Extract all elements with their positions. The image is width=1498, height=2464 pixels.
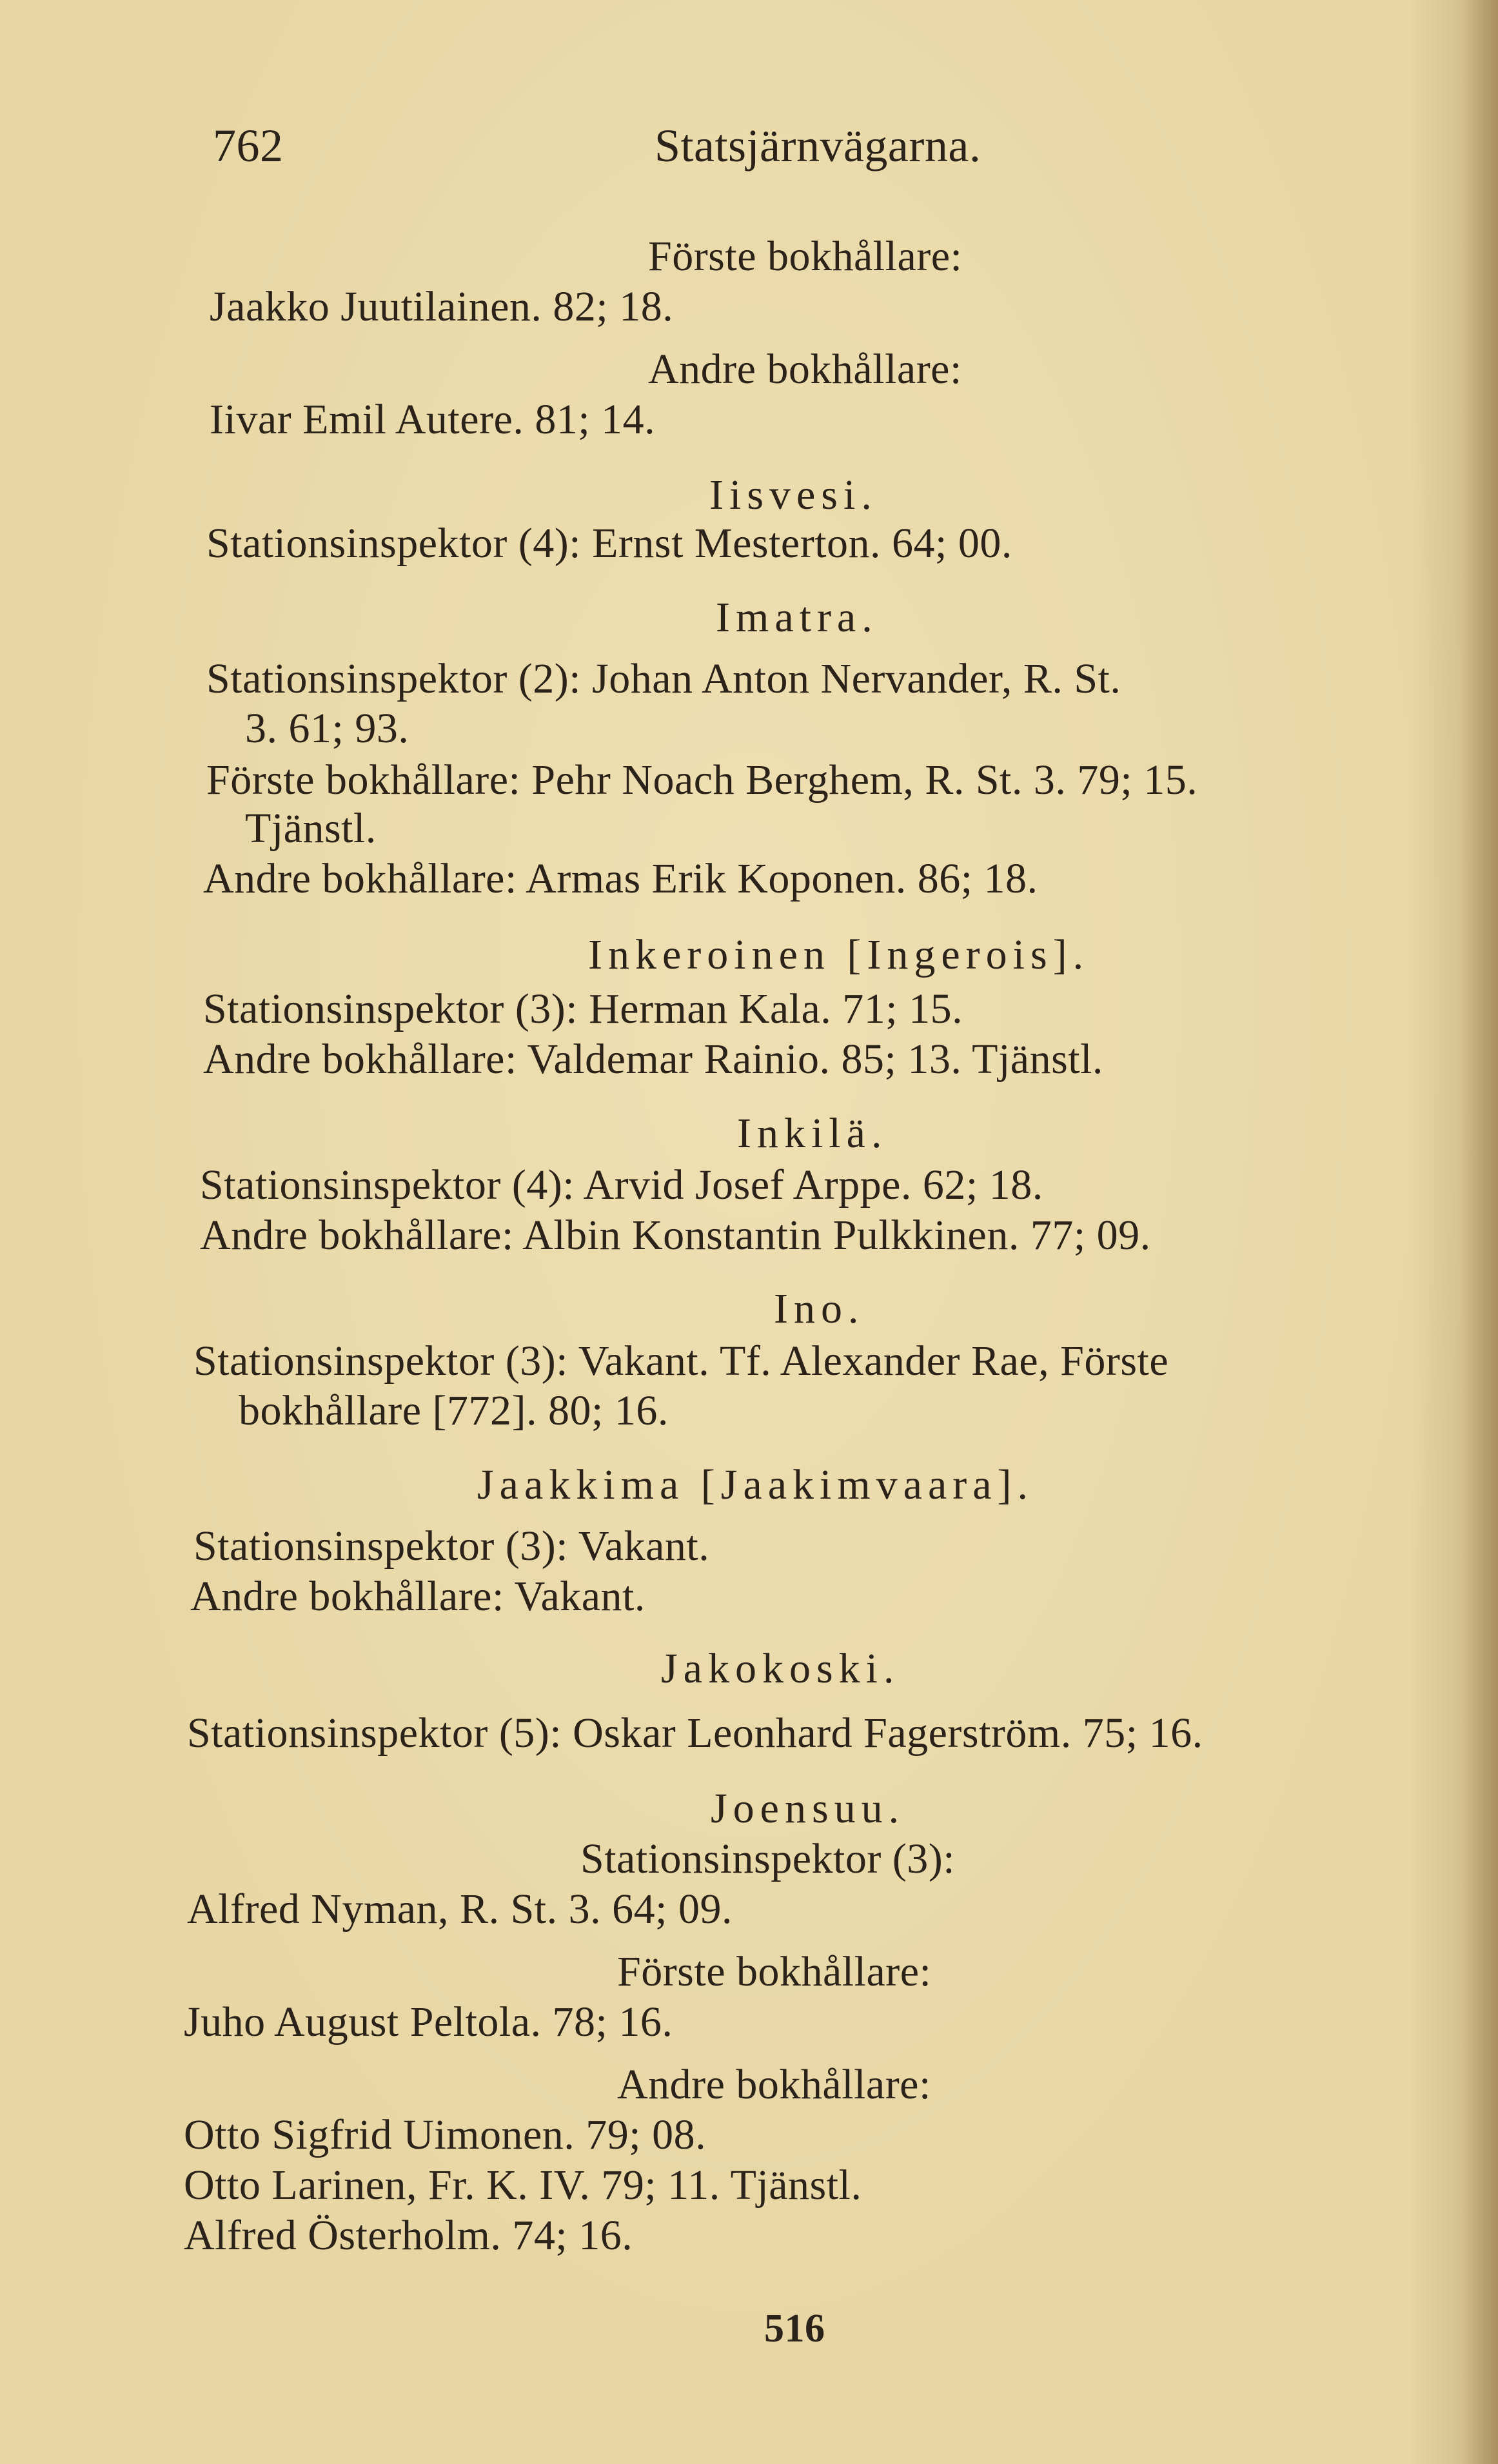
page-edge-shadow [1459, 0, 1498, 2464]
station-heading: Inkeroinen [Ingerois]. [588, 931, 1090, 978]
entry-line: Otto Larinen, Fr. K. IV. 79; 11. Tjänstl. [184, 2162, 862, 2209]
entry-line: Otto Sigfrid Uimonen. 79; 08. [184, 2111, 707, 2158]
entry-continuation: bokhållare [772]. 80; 16. [239, 1387, 669, 1434]
entry-line: Alfred Nyman, R. St. 3. 64; 09. [187, 1886, 733, 1933]
entry-line: Iivar Emil Autere. 81; 14. [210, 396, 656, 443]
station-heading: Joensuu. [711, 1785, 905, 1832]
entry-line: Stationsinspektor (3): Herman Kala. 71; 15. [203, 985, 963, 1032]
station-heading: Inkilä. [737, 1110, 888, 1157]
entry-line: Alfred Österholm. 74; 16. [184, 2212, 633, 2259]
station-heading: Jakokoski. [661, 1645, 900, 1692]
running-title: Statsjärnvägarna. [655, 120, 981, 172]
station-heading: Imatra. [716, 594, 878, 641]
role-heading: Förste bokhållare: [648, 233, 963, 280]
entry-line: Stationsinspektor (5): Oskar Leonhard Fagerström. 75; 16. [187, 1710, 1203, 1757]
entry-line: Stationsinspektor (3): Vakant. Tf. Alexander Rae, Förste [193, 1337, 1169, 1385]
entry-continuation: 3. 61; 93. [245, 705, 409, 752]
role-heading: Stationsinspektor (3): [580, 1835, 956, 1882]
station-heading: Ino. [774, 1285, 865, 1332]
page-number: 762 [213, 120, 284, 172]
entry-line: Stationsinspektor (4): Ernst Mesterton. 64; 00. [206, 520, 1012, 567]
entry-line: Juho August Peltola. 78; 16. [184, 1998, 673, 2045]
entry-line: Stationsinspektor (3): Vakant. [193, 1523, 710, 1570]
entry-line: Jaakko Juutilainen. 82; 18. [210, 283, 674, 330]
entry-line: Andre bokhållare: Valdemar Rainio. 85; 13. Tjänstl. [203, 1036, 1103, 1083]
role-heading: Andre bokhållare: [648, 346, 962, 393]
role-heading: Förste bokhållare: [617, 1948, 932, 1995]
entry-line: Andre bokhållare: Vakant. [190, 1573, 646, 1620]
entry-line: Stationsinspektor (2): Johan Anton Nervander, R. St. [206, 655, 1121, 702]
role-heading: Andre bokhållare: [617, 2061, 931, 2108]
entry-line: Förste bokhållare: Pehr Noach Berghem, R. St. 3. 79; 15. [206, 756, 1198, 803]
entry-line: Stationsinspektor (4): Arvid Josef Arppe. 62; 18. [200, 1161, 1043, 1208]
station-heading: Iisvesi. [709, 471, 878, 518]
entry-continuation: Tjänstl. [245, 805, 377, 852]
entry-line: Andre bokhållare: Albin Konstantin Pulkkinen. 77; 09. [200, 1212, 1151, 1259]
signature-mark: 516 [764, 2307, 825, 2351]
station-heading: Jaakkima [Jaakimvaara]. [477, 1461, 1034, 1508]
entry-line: Andre bokhållare: Armas Erik Koponen. 86; 18. [203, 855, 1038, 902]
